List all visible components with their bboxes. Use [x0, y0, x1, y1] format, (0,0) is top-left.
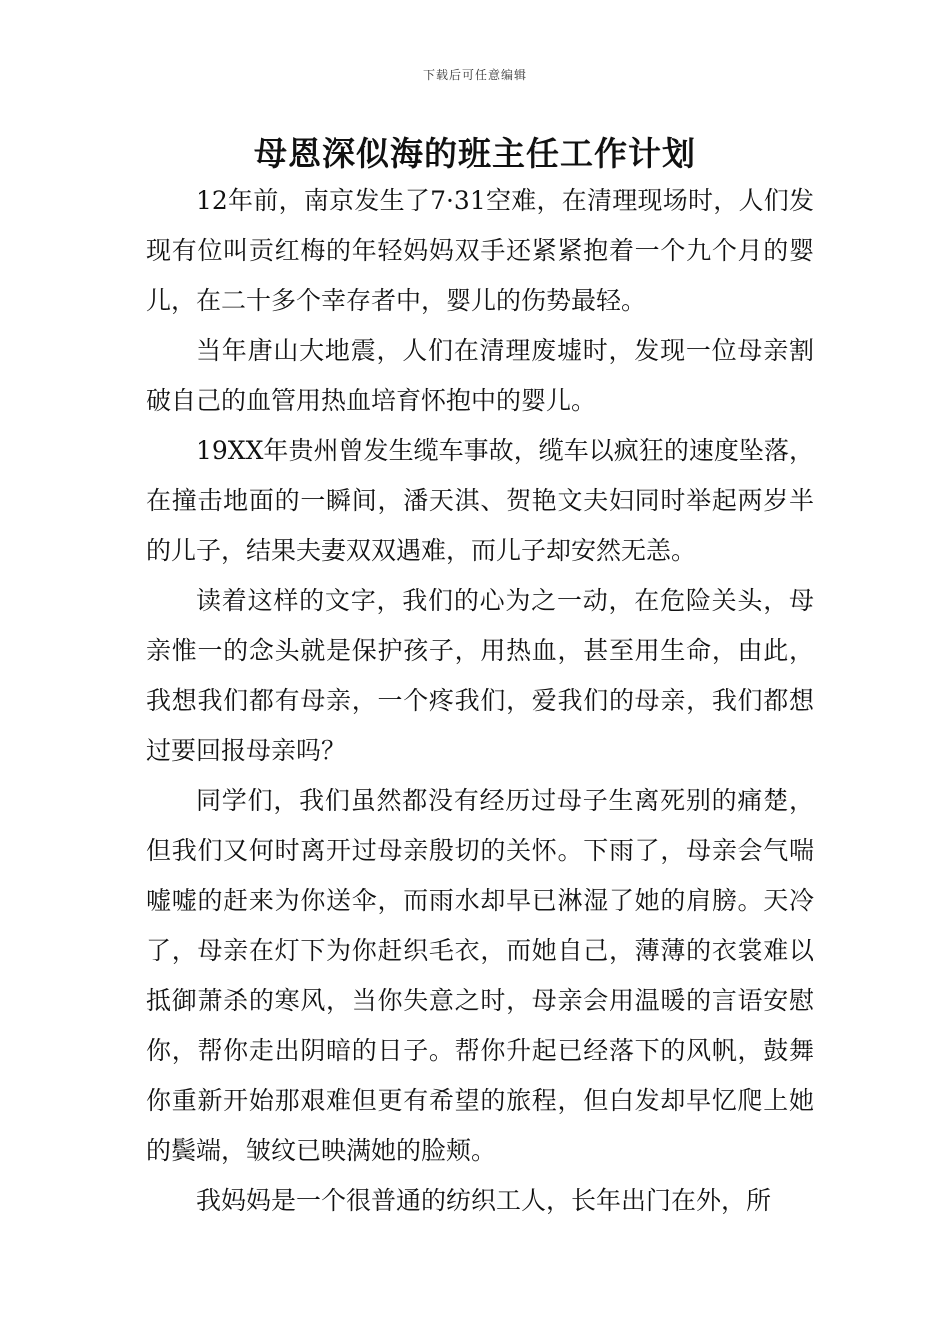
document-title: 母恩深似海的班主任工作计划	[254, 134, 696, 173]
paragraph-3: 19XX年贵州曾发生缆车事故，缆车以疯狂的速度坠落，在撞击地面的一瞬间，潘天淇、贺艳文夫妇同时举起两岁半的儿子，结果夫妻双双遇难，而儿子却安然无恙。	[146, 436, 814, 565]
paragraph-4: 读着这样的文字，我们的心为之一动，在危险关头，母亲惟一的念头就是保护孩子，用热血，甚至用生命，由此，我想我们都有母亲，一个疼我们，爱我们的母亲，我们都想过要回报母亲吗？	[146, 586, 814, 765]
paragraph-5: 同学们，我们虽然都没有经历过母子生离死别的痛楚，但我们又何时离开过母亲殷切的关怀。下雨了，母亲会气喘嘘嘘的赶来为你送伞，而雨水却早已淋湿了她的肩膀。天冷了，母亲在灯下为你赶织毛衣，而她自己，薄薄的衣裳难以抵御萧杀的寒风，当你失意之时，母亲会用温暖的言语安慰你，帮你走出阴暗的日子。帮你升起已经落下的风帆，鼓舞你重新开始那艰难但更有希望的旅程，但白发却早忆爬上她的鬓端，皱纹已映满她的脸颊。	[146, 786, 814, 1165]
paragraph-1: 12年前，南京发生了7·31空难，在清理现场时，人们发现有位叫贡红梅的年轻妈妈双手还紧紧抱着一个九个月的婴儿，在二十多个幸存者中，婴儿的伤势最轻。	[146, 186, 814, 315]
header-note: 下载后可任意编辑	[422, 68, 527, 82]
document-body	[146, 176, 814, 1226]
paragraph-2: 当年唐山大地震，人们在清理废墟时，发现一位母亲割破自己的血管用热血培育怀抱中的婴儿。	[146, 336, 814, 415]
paragraph-6: 我妈妈是一个很普通的纺织工人，长年出门在外，所	[196, 1186, 772, 1215]
